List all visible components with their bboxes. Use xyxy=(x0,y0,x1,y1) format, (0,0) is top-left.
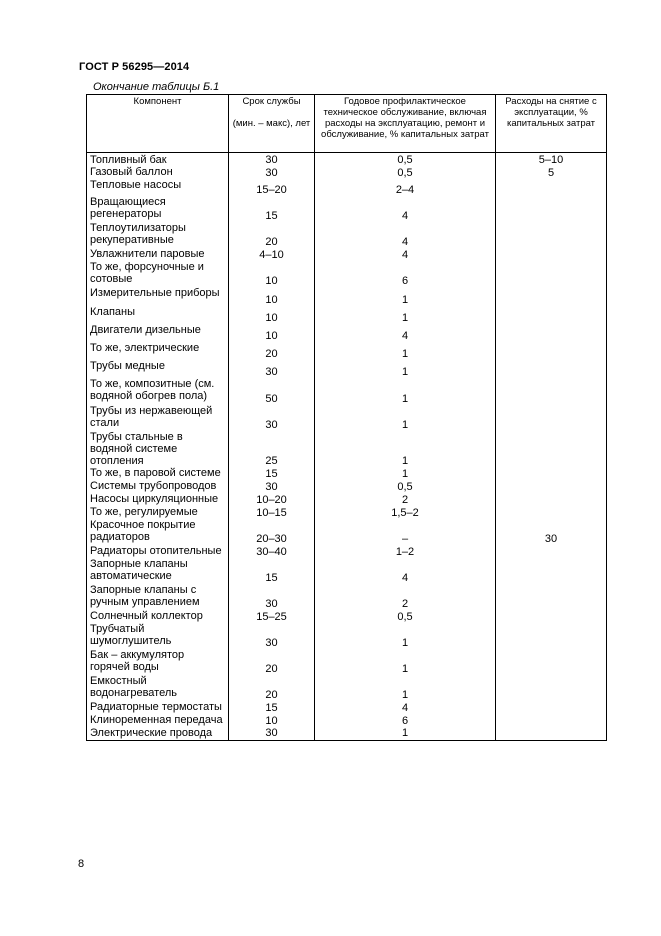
cell-service-life: 30–40 xyxy=(229,545,315,558)
table-row xyxy=(87,467,607,480)
cell-maintenance: 4 xyxy=(315,558,496,584)
cell-service-life: 30 xyxy=(229,584,315,610)
cell-maintenance: 1 xyxy=(315,467,496,480)
table-row xyxy=(87,405,607,431)
cell-decommission xyxy=(496,584,607,610)
table-row xyxy=(87,287,607,306)
cell-service-life: 30 xyxy=(229,166,315,179)
cell-service-life: 30 xyxy=(229,480,315,493)
table-row xyxy=(87,480,607,493)
cell-component: Трубы стальные в водяной системе отопления xyxy=(87,431,229,467)
document-code: ГОСТ Р 56295—2014 xyxy=(79,61,190,73)
cell-maintenance: 1 xyxy=(315,360,496,378)
cell-component: Трубы из нержавеющей стали xyxy=(87,405,229,431)
cell-component: Газовый баллон xyxy=(87,166,229,179)
cell-maintenance: 6 xyxy=(315,714,496,727)
cell-decommission xyxy=(496,405,607,431)
cell-service-life: 10 xyxy=(229,306,315,324)
cell-decommission xyxy=(496,675,607,701)
cell-decommission xyxy=(496,306,607,324)
cell-component: Теплоутилизаторы рекуперативные xyxy=(87,222,229,248)
table-row xyxy=(87,675,607,701)
table-row xyxy=(87,506,607,519)
cell-decommission xyxy=(496,261,607,287)
table-row xyxy=(87,222,607,248)
cell-component: Запорные клапаны с ручным управлением xyxy=(87,584,229,610)
cell-service-life: 10–15 xyxy=(229,506,315,519)
cell-service-life: 10 xyxy=(229,324,315,342)
page-number: 8 xyxy=(78,858,85,870)
cell-component: Системы трубопроводов xyxy=(87,480,229,493)
cell-decommission xyxy=(496,545,607,558)
col-header-service-life-units: (мин. – макс), лет xyxy=(232,118,311,129)
cell-component: Топливный бак xyxy=(87,153,229,167)
table-row xyxy=(87,431,607,467)
cell-component: То же, электрические xyxy=(87,342,229,360)
cell-maintenance: 4 xyxy=(315,701,496,714)
cell-maintenance: 0,5 xyxy=(315,166,496,179)
cell-service-life: 30 xyxy=(229,405,315,431)
cell-service-life: 20 xyxy=(229,222,315,248)
cell-decommission xyxy=(496,649,607,675)
cell-service-life: 20 xyxy=(229,649,315,675)
cell-service-life: 15–25 xyxy=(229,610,315,623)
cell-component: Вращающиеся регенераторы xyxy=(87,196,229,222)
cell-service-life: 20 xyxy=(229,675,315,701)
cell-decommission xyxy=(496,506,607,519)
cell-component: Емкостный водонагреватель xyxy=(87,675,229,701)
cell-component: Солнечный коллектор xyxy=(87,610,229,623)
cell-service-life: 15 xyxy=(229,701,315,714)
cell-maintenance: 1 xyxy=(315,306,496,324)
cell-decommission xyxy=(496,714,607,727)
table-row xyxy=(87,714,607,727)
col-header-decommission: Расходы на снятие с эксплуатации, % капитальных затрат xyxy=(496,95,607,153)
cell-component: То же, форсуночные и сотовые xyxy=(87,261,229,287)
cell-service-life: 15 xyxy=(229,558,315,584)
table-row xyxy=(87,261,607,287)
col-header-maintenance: Годовое профилактическое техническое обслуживание, включая расходы на эксплуатацию, ремонт и обслуживание, % капитальных затрат xyxy=(315,95,496,153)
cell-component: То же, в паровой системе xyxy=(87,467,229,480)
col-header-service-life-title: Срок службы xyxy=(242,96,301,107)
cell-component: Запорные клапаны автоматические xyxy=(87,558,229,584)
cell-component: Увлажнители паровые xyxy=(87,248,229,261)
cell-decommission xyxy=(496,467,607,480)
cell-component: То же, регулируемые xyxy=(87,506,229,519)
table-row xyxy=(87,306,607,324)
cell-maintenance: 1 xyxy=(315,405,496,431)
cell-component: Клапаны xyxy=(87,306,229,324)
table-row xyxy=(87,519,607,545)
cell-maintenance: 2 xyxy=(315,493,496,506)
cell-component: Красочное покрытие радиаторов xyxy=(87,519,229,545)
cell-decommission: 5–10 xyxy=(496,153,607,167)
cell-service-life: 50 xyxy=(229,378,315,405)
cell-service-life: 30 xyxy=(229,727,315,741)
cell-decommission xyxy=(496,248,607,261)
cell-component: Двигатели дизельные xyxy=(87,324,229,342)
table-row xyxy=(87,493,607,506)
cell-maintenance: 4 xyxy=(315,222,496,248)
cell-decommission xyxy=(496,610,607,623)
cell-maintenance: 1 xyxy=(315,342,496,360)
cell-decommission xyxy=(496,342,607,360)
cell-decommission xyxy=(496,701,607,714)
cell-component: Радиаторы отопительные xyxy=(87,545,229,558)
table-row xyxy=(87,248,607,261)
cell-service-life: 30 xyxy=(229,153,315,167)
cell-maintenance: 1,5–2 xyxy=(315,506,496,519)
table-row xyxy=(87,378,607,405)
cell-service-life: 10 xyxy=(229,287,315,306)
table-row xyxy=(87,360,607,378)
cell-maintenance: 2 xyxy=(315,584,496,610)
table-body xyxy=(87,153,607,741)
cell-service-life: 20 xyxy=(229,342,315,360)
cell-component: Трубчатый шумоглушитель xyxy=(87,623,229,649)
table-row xyxy=(87,324,607,342)
cell-maintenance: 1 xyxy=(315,623,496,649)
table-row xyxy=(87,166,607,179)
cell-maintenance: 1 xyxy=(315,649,496,675)
table-header-row xyxy=(87,95,607,153)
cell-maintenance: 4 xyxy=(315,196,496,222)
cell-decommission xyxy=(496,480,607,493)
cell-decommission xyxy=(496,222,607,248)
cell-component: Измерительные приборы xyxy=(87,287,229,306)
cell-decommission: 5 xyxy=(496,166,607,179)
cell-maintenance: 4 xyxy=(315,248,496,261)
cell-maintenance: 0,5 xyxy=(315,480,496,493)
cell-maintenance: 6 xyxy=(315,261,496,287)
cell-maintenance: – xyxy=(315,519,496,545)
col-header-service-life xyxy=(229,95,315,153)
cell-decommission xyxy=(496,493,607,506)
cell-service-life: 25 xyxy=(229,431,315,467)
table-row xyxy=(87,558,607,584)
service-life-table xyxy=(86,94,607,741)
cell-decommission xyxy=(496,623,607,649)
cell-service-life: 20–30 xyxy=(229,519,315,545)
cell-component: То же, композитные (см. водяной обогрев пола) xyxy=(87,378,229,405)
cell-service-life: 30 xyxy=(229,360,315,378)
cell-component: Трубы медные xyxy=(87,360,229,378)
table-row xyxy=(87,584,607,610)
cell-service-life: 10–20 xyxy=(229,493,315,506)
cell-maintenance: 2–4 xyxy=(315,179,496,196)
cell-maintenance: 1 xyxy=(315,431,496,467)
cell-component: Клиноременная передача xyxy=(87,714,229,727)
cell-decommission xyxy=(496,431,607,467)
cell-decommission xyxy=(496,324,607,342)
table-row xyxy=(87,545,607,558)
table-row xyxy=(87,623,607,649)
table-row xyxy=(87,342,607,360)
table-row xyxy=(87,196,607,222)
cell-component: Бак – аккумулятор горячей воды xyxy=(87,649,229,675)
cell-component: Радиаторные термостаты xyxy=(87,701,229,714)
cell-decommission xyxy=(496,196,607,222)
cell-service-life: 15 xyxy=(229,196,315,222)
cell-decommission xyxy=(496,360,607,378)
cell-decommission xyxy=(496,179,607,196)
cell-maintenance: 0,5 xyxy=(315,610,496,623)
cell-decommission xyxy=(496,378,607,405)
cell-decommission xyxy=(496,287,607,306)
cell-decommission xyxy=(496,558,607,584)
cell-maintenance: 1 xyxy=(315,727,496,741)
cell-decommission: 30 xyxy=(496,519,607,545)
cell-maintenance: 0,5 xyxy=(315,153,496,167)
cell-component: Тепловые насосы xyxy=(87,179,229,196)
cell-service-life: 15 xyxy=(229,467,315,480)
cell-component: Электрические провода xyxy=(87,727,229,741)
table-row xyxy=(87,153,607,167)
cell-service-life: 4–10 xyxy=(229,248,315,261)
cell-service-life: 30 xyxy=(229,623,315,649)
cell-maintenance: 1 xyxy=(315,378,496,405)
table-row xyxy=(87,701,607,714)
cell-component: Насосы циркуляционные xyxy=(87,493,229,506)
col-header-component: Компонент xyxy=(87,95,229,153)
cell-decommission xyxy=(496,727,607,741)
table-row xyxy=(87,610,607,623)
cell-service-life: 15–20 xyxy=(229,179,315,196)
cell-service-life: 10 xyxy=(229,261,315,287)
table-caption: Окончание таблицы Б.1 xyxy=(93,81,220,93)
cell-maintenance: 1–2 xyxy=(315,545,496,558)
cell-service-life: 10 xyxy=(229,714,315,727)
cell-maintenance: 1 xyxy=(315,287,496,306)
table-row xyxy=(87,727,607,741)
table-row xyxy=(87,649,607,675)
cell-maintenance: 1 xyxy=(315,675,496,701)
cell-maintenance: 4 xyxy=(315,324,496,342)
table-row xyxy=(87,179,607,196)
